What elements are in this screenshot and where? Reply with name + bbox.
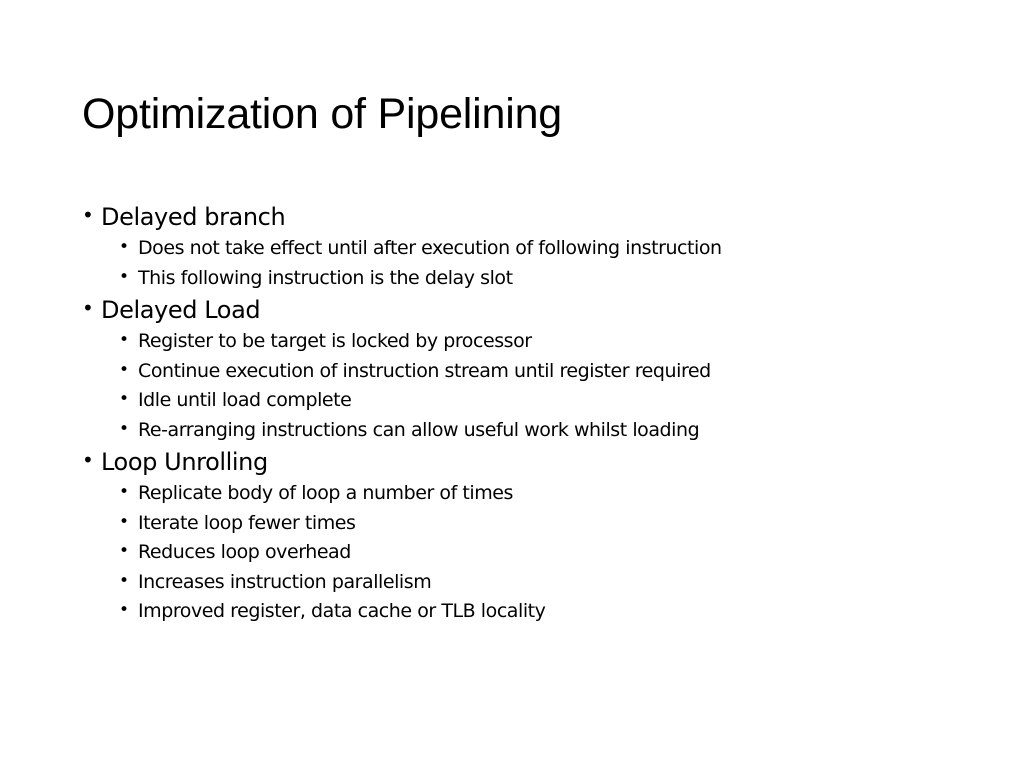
slide-title: Optimization of Pipelining	[82, 90, 562, 138]
bullet-icon: •	[119, 482, 129, 502]
sub-bullet-text: Does not take effect until after execution of following instruction	[138, 237, 722, 259]
sub-bullet	[82, 538, 982, 568]
sub-bullet-text: Replicate body of loop a number of times	[138, 482, 513, 504]
bullet-icon: •	[119, 570, 129, 591]
bullet-icon: •	[82, 448, 94, 472]
bullet-icon: •	[82, 296, 94, 320]
bullet-icon: •	[119, 266, 129, 287]
bullet-text: Loop Unrolling	[101, 448, 268, 476]
bullet-icon: •	[119, 237, 129, 257]
bullet-text: Delayed branch	[101, 203, 286, 231]
sub-bullet	[82, 327, 982, 357]
sub-bullet-text: Re-arranging instructions can allow useful work whilst loading	[138, 418, 700, 441]
sub-bullet-text: Reduces loop overhead	[138, 541, 351, 563]
sub-bullet	[82, 509, 982, 539]
bullet-icon: •	[119, 418, 129, 439]
sub-bullet	[82, 234, 982, 264]
bullet-delayed-load	[82, 293, 982, 327]
sub-bullet	[82, 264, 982, 294]
sub-bullet-text: Iterate loop fewer times	[138, 511, 356, 534]
bullet-text: Delayed Load	[101, 296, 261, 324]
bullet-icon: •	[119, 541, 129, 561]
sub-bullet	[82, 386, 982, 416]
bullet-icon: •	[119, 359, 129, 380]
bullet-icon: •	[119, 389, 129, 409]
bullet-icon: •	[119, 511, 129, 532]
sub-bullet-text: Register to be target is locked by processor	[138, 330, 532, 352]
sub-bullet	[82, 597, 982, 627]
bullet-loop-unrolling	[82, 445, 982, 479]
sub-bullet	[82, 568, 982, 598]
sub-bullet-text: This following instruction is the delay slot	[138, 266, 513, 289]
sub-bullet	[82, 416, 982, 446]
bullet-icon: •	[119, 330, 129, 350]
sub-bullet-text: Increases instruction parallelism	[138, 570, 432, 593]
sub-bullet-text: Continue execution of instruction stream until register required	[138, 359, 711, 382]
sub-bullet-text: Idle until load complete	[138, 389, 352, 411]
sub-bullet	[82, 357, 982, 387]
bullet-delayed-branch	[82, 200, 982, 234]
sub-bullet-text: Improved register, data cache or TLB locality	[138, 600, 546, 622]
bullet-icon: •	[119, 600, 129, 620]
bullet-icon: •	[82, 203, 94, 227]
slide-content	[82, 200, 982, 627]
sub-bullet	[82, 479, 982, 509]
